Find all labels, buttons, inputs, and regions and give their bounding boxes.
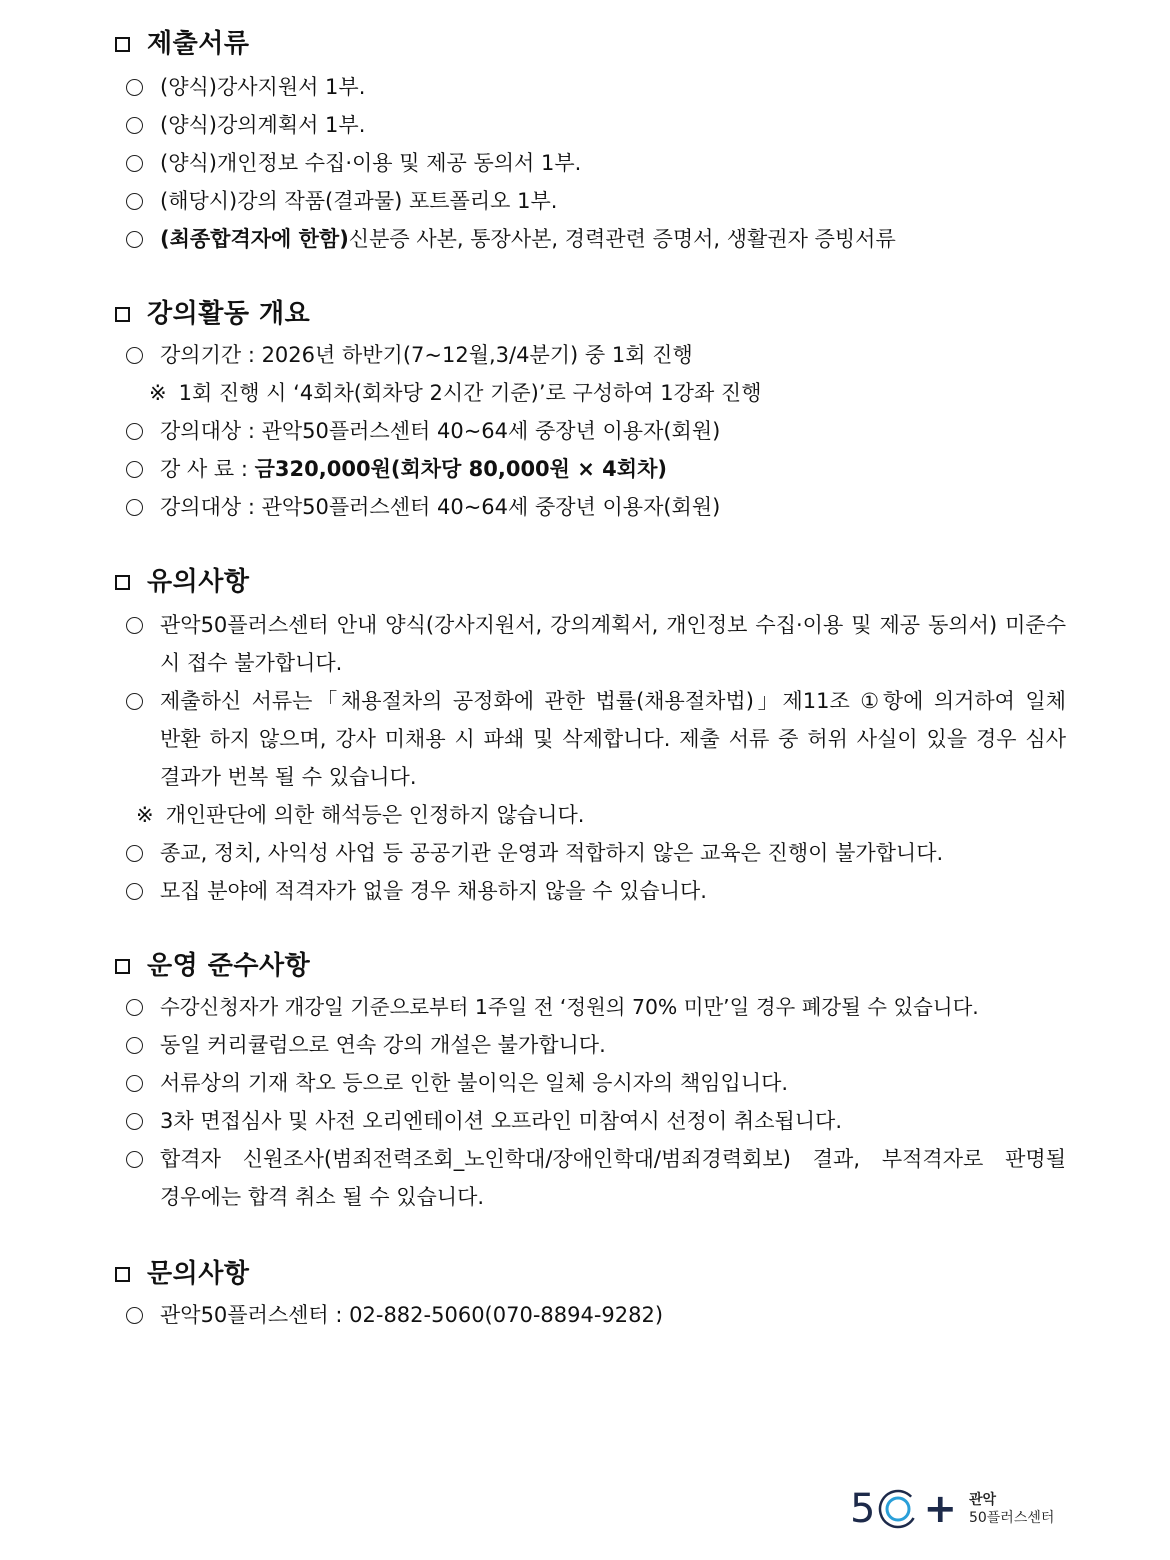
checkbox-square-icon: [115, 307, 130, 322]
circle-bullet-icon: [126, 1037, 143, 1054]
circle-bullet-icon: [126, 1113, 143, 1130]
checkbox-square-icon: [115, 575, 130, 590]
circle-bullet-icon: [126, 999, 143, 1016]
section-title: 유의사항: [112, 562, 1072, 602]
circle-bullet-icon: [126, 693, 143, 710]
list-item: (최종합격자에 한함)신분증 사본, 통장사본, 경력관련 증명서, 생활권자 증빙서류: [112, 220, 1072, 258]
section-contact: [112, 1254, 1072, 1334]
logo-mark: 5 +: [850, 1486, 957, 1532]
checkbox-square-icon: [115, 1267, 130, 1282]
list-item: 제출하신 서류는「채용절차의 공정화에 관한 법률(채용절차법)」제11조 ①항에 의거하여 일체 반환 하지 않으며, 강사 미채용 시 파쇄 및 삭제합니다. 제출 서류 중 허위 사실이 있을 경우 심사 결과가 번복 될 수 있습니다.: [112, 682, 1072, 796]
checkbox-square-icon: [115, 37, 130, 52]
circle-bullet-icon: [126, 193, 143, 210]
circle-bullet-icon: [126, 347, 143, 364]
circle-bullet-icon: [126, 1307, 143, 1324]
list-item: (양식)개인정보 수집·이용 및 제공 동의서 1부.: [112, 144, 1072, 182]
checkbox-square-icon: [115, 959, 130, 974]
list-item: 관악50플러스센터 : 02-882-5060(070-8894-9282): [112, 1296, 1072, 1334]
section-documents: [112, 24, 1072, 258]
circle-bullet-icon: [126, 461, 143, 478]
circle-bullet-icon: [126, 499, 143, 516]
list-item: 동일 커리큘럼으로 연속 강의 개설은 불가합니다.: [112, 1026, 1072, 1064]
list-item: 강 사 료 : 금320,000원(회차당 80,000원 × 4회차): [112, 450, 1072, 488]
circle-bullet-icon: [126, 1075, 143, 1092]
list-item: 합격자 신원조사(범죄전력조회_노인학대/장애인학대/범죄경력회보) 결과, 부적격자로 판명될 경우에는 합격 취소 될 수 있습니다.: [112, 1140, 1072, 1216]
note: ※ 1회 진행 시 ‘4회차(회차당 2시간 기준)’로 구성하여 1강좌 진행: [149, 381, 762, 405]
circle-bullet-icon: [126, 1151, 143, 1168]
circle-bullet-icon: [126, 845, 143, 862]
note: ※ 개인판단에 의한 해석등은 인정하지 않습니다.: [136, 803, 585, 827]
logo-ring-icon: [877, 1488, 919, 1530]
section-title: 운영 준수사항: [112, 946, 1072, 986]
circle-bullet-icon: [126, 79, 143, 96]
list-item: 3차 면접심사 및 사전 오리엔테이션 오프라인 미참여시 선정이 취소됩니다.: [112, 1102, 1072, 1140]
circle-bullet-icon: [126, 231, 143, 248]
section-title: 문의사항: [112, 1254, 1072, 1294]
section-rules: [112, 946, 1072, 1216]
list-item: (해당시)강의 작품(결과물) 포트폴리오 1부.: [112, 182, 1072, 220]
section-overview: [112, 294, 1072, 526]
center-logo: [850, 1488, 1054, 1530]
list-item: 수강신청자가 개강일 기준으로부터 1주일 전 ‘정원의 70% 미만’일 경우 폐강될 수 있습니다.: [112, 988, 1072, 1026]
section-title: 제출서류: [112, 24, 1072, 64]
list-item: 모집 분야에 적격자가 없을 경우 채용하지 않을 수 있습니다.: [112, 872, 1072, 910]
section-caution: [112, 562, 1072, 910]
section-title: 강의활동 개요: [112, 294, 1072, 334]
circle-bullet-icon: [126, 617, 143, 634]
circle-bullet-icon: [126, 883, 143, 900]
logo-text: 관악 50플러스센터: [968, 1492, 1055, 1526]
list-item: 강의대상 : 관악50플러스센터 40~64세 중장년 이용자(회원): [112, 412, 1072, 450]
list-item: 강의기간 : 2026년 하반기(7~12월,3/4분기) 중 1회 진행: [112, 336, 1072, 374]
list-item: 종교, 정치, 사익성 사업 등 공공기관 운영과 적합하지 않은 교육은 진행이 불가합니다.: [112, 834, 1072, 872]
list-item: 관악50플러스센터 안내 양식(강사지원서, 강의계획서, 개인정보 수집·이용 및 제공 동의서) 미준수 시 접수 불가합니다.: [112, 606, 1072, 682]
list-item: (양식)강사지원서 1부.: [112, 68, 1072, 106]
list-item: 서류상의 기재 착오 등으로 인한 불이익은 일체 응시자의 책임입니다.: [112, 1064, 1072, 1102]
list-item: 강의대상 : 관악50플러스센터 40~64세 중장년 이용자(회원): [112, 488, 1072, 526]
circle-bullet-icon: [126, 155, 143, 172]
circle-bullet-icon: [126, 423, 143, 440]
circle-bullet-icon: [126, 117, 143, 134]
list-item: (양식)강의계획서 1부.: [112, 106, 1072, 144]
